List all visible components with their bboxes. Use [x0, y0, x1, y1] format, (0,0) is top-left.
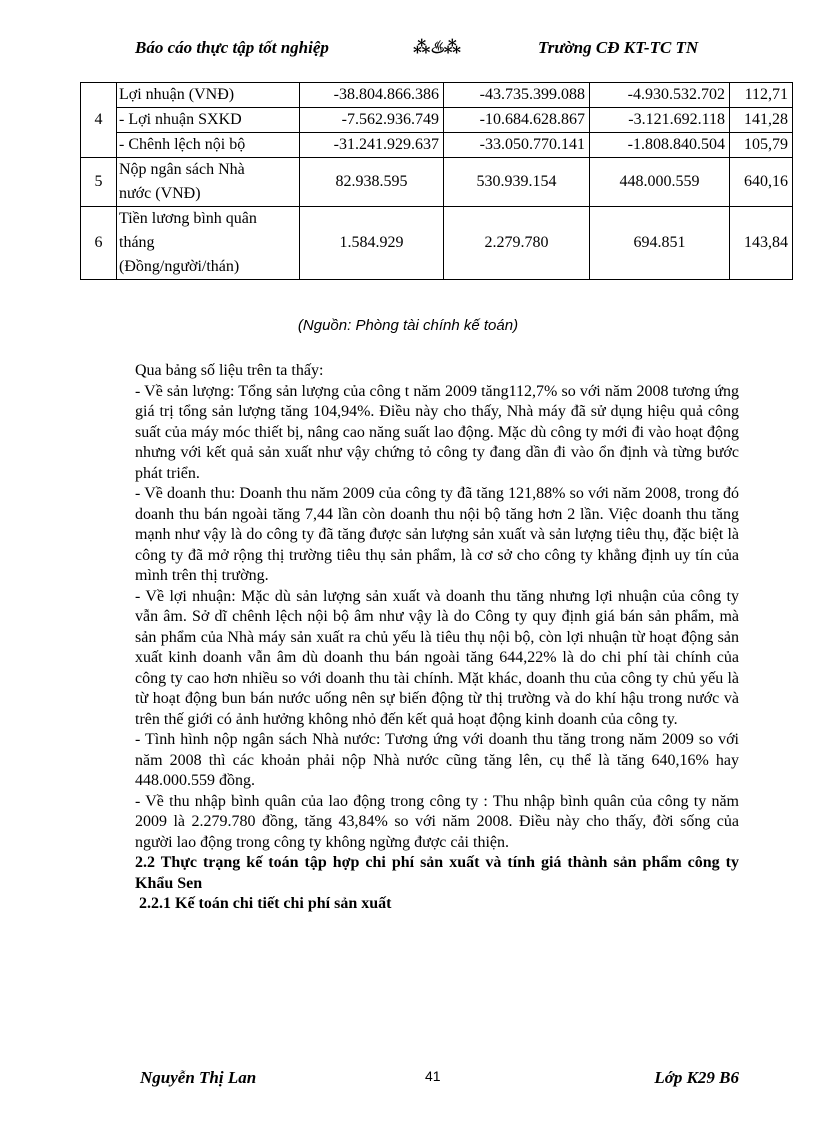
paragraph-budget: - Tình hình nộp ngân sách Nhà nước: Tương ứng với doanh thu tăng trong năm 2009 so với năm 2008 thì các khoản phải nộp Nhà nước cũng tăng lên, cụ thể là tăng 640,16% hay 448.000.559 đồng. — [135, 731, 739, 789]
value-difference: -1.808.840.504 — [590, 133, 730, 158]
financial-table — [80, 82, 793, 280]
paragraph-revenue: - Về doanh thu: Doanh thu năm 2009 của công ty đã tăng 121,88% so với năm 2008, trong đó doanh thu bán ngoài tăng 7,44 lần còn doanh thu nội bộ tăng hơn 2 lần. Việc doanh thu tăng mạnh như vậy là do công ty đã tăng được sản lượng sản xuất và sản lượng tiêu thụ, đặc biệt là công ty đã mở rộng thị trường tiêu thụ sản phẩm, là cơ sở cho công ty khẳng định uy tín của mình trên thị trường. — [135, 485, 739, 584]
value-2009: -43.735.399.088 — [444, 83, 590, 108]
page-number: 41 — [425, 1068, 441, 1084]
body-text — [135, 361, 739, 915]
indicator-name-line: Nộp ngân sách Nhà — [119, 161, 245, 178]
paragraph-intro: Qua bảng số liệu trên ta thấy: — [135, 362, 324, 379]
indicator-name — [117, 158, 300, 207]
value-percent: 112,71 — [730, 83, 793, 108]
indicator-name — [117, 207, 300, 280]
indicator-name: - Lợi nhuận SXKD — [117, 108, 300, 133]
table-row — [81, 83, 793, 108]
paragraph-profit: - Về lợi nhuận: Mặc dù sản lượng sản xuất và doanh thu tăng nhưng lợi nhuận của công ty vẫn âm. Sở dĩ chênh lệch nội bộ âm như vậy là do Công ty quy định giá bán sản phẩm, mà sản phẩm của Nhà máy sản xuất ra chủ yếu là tiêu thụ nội bộ, còn lợi nhuận từ hoạt động sản xuất kinh doanh vẫn âm dù doanh thu bán ngoài tăng 644,22% là do chi phí tài chính của công ty cao hơn nhiều so với doanh thu tài chính. Mặt khác, doanh thu của công ty chủ yếu là từ hoạt động bun bán nước uống nên sự biến động từ thị trường và do khí hậu trong nước và trên thế giới có ảnh hưởng không nhỏ đến kết quả hoạt động kinh doanh của công ty. — [135, 587, 739, 728]
value-2009: 2.279.780 — [444, 207, 590, 280]
indicator-name-line: tháng — [119, 234, 155, 251]
header-ornament-icon: ⁂♨⁂ — [413, 38, 461, 57]
value-percent: 640,16 — [730, 158, 793, 207]
subsection-heading: 2.2.1 Kế toán chi tiết chi phí sản xuất — [139, 895, 392, 912]
page-footer — [135, 1068, 739, 1092]
table-source-caption: (Nguồn: Phòng tài chính kế toán) — [297, 317, 519, 334]
header-report-title: Báo cáo thực tập tốt nghiệp — [135, 38, 329, 57]
value-difference: 694.851 — [590, 207, 730, 280]
value-difference: -3.121.692.118 — [590, 108, 730, 133]
row-number: 6 — [81, 207, 117, 280]
value-2008: -38.804.866.386 — [300, 83, 444, 108]
paragraph-output: - Về sản lượng: Tổng sản lượng của công t năm 2009 tăng112,7% so với năm 2008 tương ứng giá trị tổng sản lượng tăng 104,94%. Điều này cho thấy, Nhà máy đã sử dụng hiệu quả công suất của máy móc thiết bị, nâng cao năng suất lao động. Mặc dù công ty mới đi vào hoạt động nhưng với kết quả sản xuất như vậy chứng tỏ công ty đang dần đi vào ổn định và từng bước phát triển. — [135, 382, 739, 482]
value-2009: -33.050.770.141 — [444, 133, 590, 158]
value-percent: 143,84 — [730, 207, 793, 280]
footer-author: Nguyễn Thị Lan — [140, 1068, 257, 1087]
value-percent: 105,79 — [730, 133, 793, 158]
table-row — [81, 108, 793, 133]
footer-class: Lớp K29 B6 — [654, 1068, 739, 1087]
value-difference: 448.000.559 — [590, 158, 730, 207]
value-percent: 141,28 — [730, 108, 793, 133]
indicator-name-line: nước (VNĐ) — [119, 185, 201, 202]
table-row — [81, 158, 793, 207]
table-row — [81, 133, 793, 158]
value-2009: 530.939.154 — [444, 158, 590, 207]
page-header — [135, 38, 735, 62]
table-row — [81, 207, 793, 280]
value-2008: -31.241.929.637 — [300, 133, 444, 158]
row-number: 5 — [81, 158, 117, 207]
value-2009: -10.684.628.867 — [444, 108, 590, 133]
value-2008: 82.938.595 — [300, 158, 444, 207]
value-2008: -7.562.936.749 — [300, 108, 444, 133]
indicator-name: - Chênh lệch nội bộ — [117, 133, 300, 158]
value-2008: 1.584.929 — [300, 207, 444, 280]
indicator-name-line: Tiền lương bình quân — [119, 210, 257, 227]
section-heading: 2.2 Thực trạng kế toán tập hợp chi phí sản xuất và tính giá thành sản phẩm công ty Khẩu Sen — [135, 854, 739, 892]
value-difference: -4.930.532.702 — [590, 83, 730, 108]
paragraph-income: - Về thu nhập bình quân của lao động trong công ty : Thu nhập bình quân của công ty năm 2009 là 2.279.780 đồng, tăng 43,84% so với năm 2008. Điều này cho thấy, đời sống của người lao động trong công ty không ngừng được cải thiện. — [135, 792, 739, 851]
indicator-name: Lợi nhuận (VNĐ) — [117, 83, 300, 108]
indicator-name-line: (Đồng/người/thán) — [119, 258, 240, 275]
row-number: 4 — [81, 83, 117, 158]
header-school-name: Trường CĐ KT-TC TN — [538, 38, 699, 57]
